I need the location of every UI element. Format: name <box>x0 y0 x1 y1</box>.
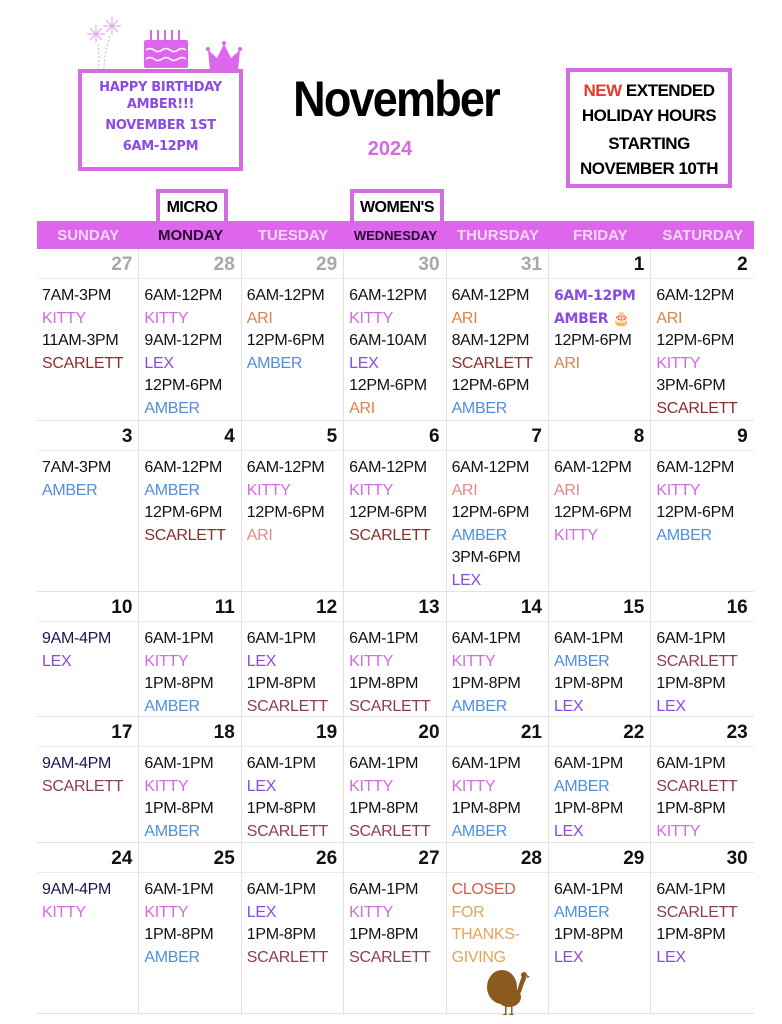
shift-time: 1PM-8PM <box>656 675 726 693</box>
day-number: 30 <box>344 249 445 279</box>
shift-time: 11AM-3PM <box>42 332 119 350</box>
calendar-day-cell[interactable] <box>651 592 753 716</box>
month-title: November <box>293 71 499 127</box>
calendar-day-cell[interactable] <box>37 717 139 842</box>
shift-time: 1PM-8PM <box>246 675 316 693</box>
calendar-day-cell[interactable] <box>242 843 344 1013</box>
birthday-line-1: HAPPY BIRTHDAY <box>99 80 222 95</box>
shift-entry: SCARLETT <box>656 652 738 670</box>
shift-time: 12PM-6PM <box>144 504 223 522</box>
birthday-line-3: NOVEMBER 1ST <box>105 118 216 133</box>
shift-time: 1PM-8PM <box>144 800 214 818</box>
day-number: 5 <box>242 421 343 451</box>
calendar-day-cell[interactable] <box>344 249 446 420</box>
shift-entry: KITTY <box>553 526 598 544</box>
shift-entry: SCARLETT <box>42 354 124 372</box>
shift-entry: AMBER <box>144 399 200 417</box>
shift-time: 12PM-6PM <box>349 377 427 395</box>
shift-time: 6AM-1PM <box>451 755 521 772</box>
shift-entry: SCARLETT <box>656 777 738 795</box>
calendar-day-cell[interactable] <box>447 717 549 842</box>
cake-icon <box>144 30 188 68</box>
shift-time: 6AM-1PM <box>349 630 419 647</box>
shift-entry: AMBER <box>144 481 200 499</box>
calendar-day-cell[interactable] <box>139 592 241 716</box>
calendar-day-cell[interactable] <box>344 717 446 842</box>
calendar-day-cell[interactable] <box>651 843 753 1013</box>
shift-time: 1PM-8PM <box>349 800 419 818</box>
calendar-week <box>37 717 754 843</box>
day-number: 17 <box>37 717 138 747</box>
shift-entry: ARI <box>553 481 580 499</box>
shift-entry: SCARLETT <box>451 354 533 372</box>
shift-time: 6AM-12PM <box>246 287 325 304</box>
day-number: 13 <box>344 592 445 622</box>
calendar-day-cell[interactable] <box>651 717 753 842</box>
shift-time: 1PM-8PM <box>553 926 623 944</box>
shift-entry: KITTY <box>656 481 701 499</box>
day-number: 26 <box>242 843 343 873</box>
day-number: 3 <box>37 421 138 451</box>
shift-entry: KITTY <box>144 903 189 921</box>
shift-time: 7AM-3PM <box>42 459 112 476</box>
day-number: 21 <box>447 717 548 747</box>
notice-line-3: STARTING <box>608 134 690 153</box>
shift-entry: SCARLETT <box>246 697 328 715</box>
shift-time: 6AM-12PM <box>246 459 325 476</box>
day-number: 7 <box>447 421 548 451</box>
shift-entry: SCARLETT <box>42 777 124 795</box>
shift-time: 6AM-12PM <box>451 287 530 304</box>
calendar-day-cell[interactable] <box>37 592 139 716</box>
shift-time: 7AM-3PM <box>42 287 112 304</box>
weekday-sunday: SUNDAY <box>57 227 120 244</box>
weekday-tuesday: TUESDAY <box>257 227 329 244</box>
shift-time: 1PM-8PM <box>656 800 726 818</box>
shift-time: 8AM-12PM <box>451 332 530 350</box>
shift-time: 12PM-6PM <box>246 504 325 522</box>
calendar-day-cell[interactable] <box>242 421 344 591</box>
day-number: 9 <box>651 421 753 451</box>
shift-entry: LEX <box>246 652 277 670</box>
calendar-day-cell[interactable] <box>242 592 344 716</box>
day-number: 29 <box>242 249 343 279</box>
day-number: 29 <box>549 843 650 873</box>
shift-entry: KITTY <box>451 777 496 795</box>
shift-time: 6AM-12PM <box>144 459 223 476</box>
shift-time: 3PM-6PM <box>451 549 521 567</box>
shift-entry: AMBER <box>553 777 610 795</box>
shift-entry: AMBER 🎂 <box>553 310 630 327</box>
shift-entry: SCARLETT <box>144 526 226 544</box>
turkey-icon <box>485 967 531 1017</box>
shift-time: 6AM-1PM <box>246 755 316 772</box>
shift-entry: LEX <box>246 777 277 795</box>
weekday-thursday: THURSDAY <box>456 227 539 244</box>
shift-entry: ARI <box>246 309 273 327</box>
calendar-day-cell[interactable] <box>447 249 549 420</box>
calendar-grid <box>37 249 754 1014</box>
new-highlight: NEW <box>583 81 622 100</box>
day-number: 2 <box>651 249 753 279</box>
day-number: 25 <box>139 843 240 873</box>
shift-entry: AMBER <box>451 526 507 544</box>
weekday-monday: MONDAY <box>157 227 224 244</box>
shift-time: 1PM-8PM <box>349 675 419 693</box>
shift-entry: LEX <box>553 948 584 966</box>
weekday-wednesday: WEDNESDAY <box>353 228 438 243</box>
shift-time: 9AM-4PM <box>42 881 112 898</box>
shift-time: 6AM-12PM <box>349 459 427 476</box>
shift-time: 12PM-6PM <box>656 504 734 522</box>
calendar-week <box>37 592 754 717</box>
shift-entry: AMBER <box>246 354 303 372</box>
shift-time: 12PM-6PM <box>656 332 734 350</box>
day-number: 18 <box>139 717 240 747</box>
shift-time: 1PM-8PM <box>451 800 521 818</box>
shift-entry: LEX <box>349 354 379 372</box>
day-number: 31 <box>447 249 548 279</box>
shift-entry: ARI <box>349 399 375 417</box>
shift-time: 1PM-8PM <box>656 926 726 944</box>
shift-time: 6AM-1PM <box>553 755 623 772</box>
shift-entry: SCARLETT <box>349 697 431 715</box>
birthday-line-4: 6AM-12PM <box>122 139 199 154</box>
notice-line-2: HOLIDAY HOURS <box>581 106 717 125</box>
calendar-day-cell[interactable] <box>37 421 139 591</box>
shift-time: 6AM-10AM <box>349 332 427 350</box>
day-number: 15 <box>549 592 650 622</box>
shift-entry: SCARLETT <box>656 399 738 417</box>
calendar-day-cell[interactable] <box>549 717 651 842</box>
shift-time: 12PM-6PM <box>349 504 427 522</box>
shift-entry: KITTY <box>144 777 189 795</box>
shift-entry: ARI <box>553 354 580 372</box>
shift-entry: KITTY <box>451 652 496 670</box>
calendar-week <box>37 249 754 421</box>
day-number: 28 <box>447 843 548 873</box>
shift-time: 6AM-12PM <box>656 459 734 476</box>
calendar-day-cell[interactable] <box>651 421 753 591</box>
shift-time: 6AM-12PM <box>553 459 632 476</box>
shift-time: 3PM-6PM <box>656 377 726 395</box>
shift-time: 6AM-1PM <box>553 881 623 898</box>
shift-entry: SCARLETT <box>349 526 431 544</box>
shift-entry: LEX <box>656 697 686 715</box>
shift-time: 6AM-1PM <box>144 630 214 647</box>
calendar-day-cell[interactable] <box>139 843 241 1013</box>
calendar-day-cell[interactable] <box>37 249 139 420</box>
shift-entry: LEX <box>246 903 277 921</box>
calendar-week <box>37 843 754 1014</box>
shift-entry: AMBER <box>451 822 507 840</box>
shift-entry: AMBER <box>144 822 200 840</box>
shift-entry: AMBER <box>42 481 98 499</box>
calendar-day-cell[interactable] <box>447 843 549 1013</box>
shift-time: 9AM-12PM <box>144 332 223 350</box>
day-number: 27 <box>344 843 445 873</box>
calendar-day-cell[interactable] <box>651 249 753 420</box>
shift-entry: CLOSED <box>451 881 516 898</box>
shift-time: 1PM-8PM <box>451 675 521 693</box>
shift-time: 6AM-1PM <box>144 881 214 898</box>
notice-line-1: NEW EXTENDED <box>583 81 715 100</box>
shift-time: 9AM-4PM <box>42 755 112 772</box>
shift-entry: LEX <box>144 354 174 372</box>
calendar-day-cell[interactable] <box>139 421 241 591</box>
shift-time: 1PM-8PM <box>144 926 214 944</box>
day-number: 6 <box>344 421 445 451</box>
shift-time: 12PM-6PM <box>553 332 632 350</box>
weekday-friday: FRIDAY <box>573 227 628 244</box>
day-number: 27 <box>37 249 138 279</box>
weekday-header <box>37 221 754 249</box>
calendar-day-cell[interactable] <box>447 421 549 591</box>
shift-entry: SCARLETT <box>246 948 328 966</box>
micro-tag: MICRO <box>156 189 228 225</box>
shift-entry: KITTY <box>349 903 394 921</box>
shift-time: 6AM-1PM <box>246 630 316 647</box>
shift-time: 12PM-6PM <box>246 332 325 350</box>
shift-entry: FOR <box>451 903 485 921</box>
shift-entry: KITTY <box>349 481 394 499</box>
shift-entry: LEX <box>451 571 481 589</box>
shift-entry: SCARLETT <box>656 903 738 921</box>
day-number: 8 <box>549 421 650 451</box>
day-number: 20 <box>344 717 445 747</box>
calendar-day-cell[interactable] <box>242 249 344 420</box>
shift-entry: KITTY <box>246 481 291 499</box>
calendar-day-cell[interactable] <box>447 592 549 716</box>
day-number: 24 <box>37 843 138 873</box>
shift-time: 9AM-4PM <box>42 630 112 647</box>
shift-entry: SCARLETT <box>349 948 431 966</box>
shift-time: 1PM-8PM <box>553 675 623 693</box>
shift-time: 6AM-1PM <box>246 881 316 898</box>
shift-entry: AMBER <box>553 903 610 921</box>
shift-entry: KITTY <box>349 309 394 327</box>
calendar-day-cell[interactable] <box>549 249 651 420</box>
shift-entry: KITTY <box>144 652 189 670</box>
day-number: 19 <box>242 717 343 747</box>
shift-time: 12PM-6PM <box>553 504 632 522</box>
day-number: 1 <box>549 249 650 279</box>
shift-time: 6AM-1PM <box>349 881 419 898</box>
shift-time: 1PM-8PM <box>553 800 623 818</box>
calendar-day-cell[interactable] <box>344 592 446 716</box>
shift-entry: KITTY <box>42 309 86 327</box>
shift-entry: LEX <box>656 948 686 966</box>
shift-time: 1PM-8PM <box>349 926 419 944</box>
shift-time: 6AM-1PM <box>553 630 623 647</box>
shift-time: 12PM-6PM <box>451 377 530 395</box>
shift-entry: ARI <box>246 526 273 544</box>
weekday-saturday: SATURDAY <box>662 227 744 244</box>
day-number: 10 <box>37 592 138 622</box>
shift-entry: AMBER <box>451 697 507 715</box>
shift-time: 6AM-12PM <box>144 287 223 304</box>
calendar-day-cell[interactable] <box>242 717 344 842</box>
shift-entry: KITTY <box>349 652 394 670</box>
shift-entry: ARI <box>656 309 683 327</box>
day-number: 16 <box>651 592 753 622</box>
crown-icon <box>206 41 242 70</box>
shift-time: 6AM-1PM <box>451 630 521 647</box>
shift-time: 6AM-1PM <box>656 755 726 772</box>
shift-time: 1PM-8PM <box>246 800 316 818</box>
shift-time: 6AM-1PM <box>656 881 726 898</box>
calendar-day-cell[interactable] <box>139 249 241 420</box>
calendar-day-cell[interactable] <box>549 421 651 591</box>
shift-time: 6AM-1PM <box>144 755 214 772</box>
shift-time: 6AM-1PM <box>349 755 419 772</box>
day-number: 30 <box>651 843 753 873</box>
birthday-banner <box>78 69 243 171</box>
womens-tag: WOMEN'S <box>350 189 444 225</box>
birthday-decoration <box>74 14 249 70</box>
shift-entry: ARI <box>451 309 478 327</box>
calendar-day-cell[interactable] <box>37 843 139 1013</box>
day-number: 11 <box>139 592 240 622</box>
shift-entry: AMBER <box>451 399 507 417</box>
shift-entry: KITTY <box>656 822 701 840</box>
shift-entry: AMBER <box>144 948 200 966</box>
shift-time: 6AM-12PM <box>656 287 734 304</box>
shift-entry: KITTY <box>349 777 394 795</box>
shift-entry: SCARLETT <box>349 822 431 840</box>
birthday-line-2: AMBER!!! <box>126 97 195 112</box>
fireworks-icon <box>87 17 121 70</box>
shift-entry: LEX <box>553 697 584 715</box>
shift-entry: GIVING <box>451 948 506 966</box>
shift-entry: ARI <box>451 481 478 499</box>
calendar-day-cell[interactable] <box>344 843 446 1013</box>
shift-entry: AMBER <box>144 697 200 715</box>
shift-entry: KITTY <box>144 309 189 327</box>
shift-entry: AMBER <box>553 652 610 670</box>
day-number: 12 <box>242 592 343 622</box>
shift-time: 6AM-1PM <box>656 630 726 647</box>
calendar-day-cell[interactable] <box>139 717 241 842</box>
shift-entry: SCARLETT <box>246 822 328 840</box>
shift-time: 6AM-12PM <box>349 287 427 304</box>
day-number: 28 <box>139 249 240 279</box>
shift-entry: AMBER <box>656 526 712 544</box>
day-number: 22 <box>549 717 650 747</box>
day-number: 14 <box>447 592 548 622</box>
shift-entry: KITTY <box>656 354 701 372</box>
day-number: 4 <box>139 421 240 451</box>
year-label: 2024 <box>367 138 413 160</box>
calendar-day-cell[interactable] <box>549 843 651 1013</box>
shift-time: 12PM-6PM <box>451 504 530 522</box>
shift-entry: THANKS- <box>451 926 520 944</box>
shift-time: 1PM-8PM <box>246 926 316 944</box>
shift-entry: LEX <box>42 652 72 670</box>
shift-time: 6AM-12PM <box>451 459 530 476</box>
calendar-day-cell[interactable] <box>549 592 651 716</box>
calendar-week <box>37 421 754 592</box>
shift-time: 12PM-6PM <box>144 377 223 395</box>
shift-time: 6AM-12PM <box>553 288 636 304</box>
day-number: 23 <box>651 717 753 747</box>
notice-line-4: NOVEMBER 10TH <box>579 159 719 178</box>
shift-entry: LEX <box>553 822 584 840</box>
holiday-hours-notice <box>566 68 732 188</box>
shift-entry: KITTY <box>42 903 86 921</box>
shift-time: 1PM-8PM <box>144 675 214 693</box>
calendar-day-cell[interactable] <box>344 421 446 591</box>
